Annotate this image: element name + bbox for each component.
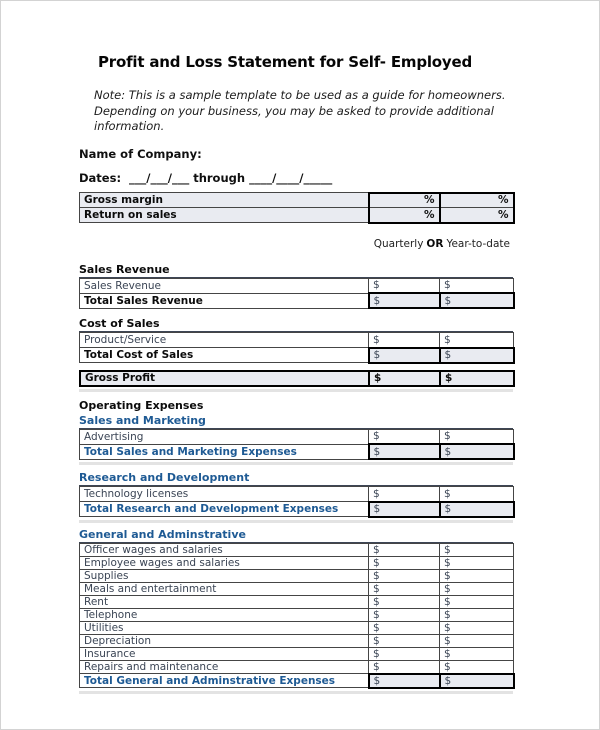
total-label: Total Sales and Marketing Expenses <box>80 444 369 459</box>
quarterly-total-cell: $ <box>369 293 440 308</box>
row-label: Officer wages and salaries <box>80 543 369 556</box>
ytd-value-cell: $ <box>440 608 514 621</box>
quarterly-value-cell: $ <box>369 634 440 647</box>
table-row <box>80 333 514 348</box>
quarterly-value-cell: $ <box>369 660 440 674</box>
row-label: Depreciation <box>80 634 369 647</box>
row-label: Return on sales <box>80 208 369 223</box>
table-row <box>80 595 514 608</box>
ytd-total-cell: $ <box>440 502 514 517</box>
quarterly-total-cell: $ <box>369 348 440 363</box>
section-header-sales-revenue: Sales Revenue <box>79 263 513 278</box>
total-row <box>80 502 514 517</box>
general-and-administrative-table <box>79 543 515 689</box>
quarterly-value-cell: $ <box>369 608 440 621</box>
company-name-label: Name of Company: <box>79 146 202 161</box>
dates-label: Dates: <box>79 170 122 185</box>
ytd-total-cell: $ <box>440 371 514 386</box>
row-label: Rent <box>80 595 369 608</box>
table-row <box>80 556 514 569</box>
row-label: Product/Service <box>80 333 369 348</box>
ratios-table <box>79 192 515 224</box>
ytd-value-cell: $ <box>440 660 514 674</box>
ytd-total-cell: $ <box>440 348 514 363</box>
ytd-total-cell: $ <box>440 293 514 308</box>
quarterly-value-cell: $ <box>369 595 440 608</box>
section-header-general-and-administrative: General and Adminstrative <box>79 528 513 543</box>
section-header-operating-expenses: Operating Expenses <box>79 398 204 412</box>
ytd-total-cell: $ <box>440 674 514 688</box>
total-row <box>80 674 514 688</box>
table-row <box>80 193 514 208</box>
quarterly-total-cell: $ <box>369 674 440 688</box>
quarterly-value-cell: $ <box>369 582 440 595</box>
total-label: Total Sales Revenue <box>80 293 369 308</box>
ytd-value-cell: $ <box>440 487 514 502</box>
period-quarterly-label: Quarterly <box>373 237 424 250</box>
table-shadow-strip <box>79 462 513 465</box>
page-title: Profit and Loss Statement for Self- Employed <box>98 53 473 71</box>
table-shadow-strip <box>79 691 513 694</box>
section-header-research-and-development: Research and Development <box>79 471 513 486</box>
table-row <box>80 487 514 502</box>
ytd-value-cell: % <box>440 208 514 223</box>
table-row <box>80 569 514 582</box>
row-label: Telephone <box>80 608 369 621</box>
quarterly-value-cell: $ <box>369 556 440 569</box>
ytd-value-cell: $ <box>440 543 514 556</box>
total-row <box>80 444 514 459</box>
total-row <box>80 371 514 386</box>
table-shadow-strip <box>79 520 513 523</box>
row-label: Gross margin <box>80 193 369 208</box>
row-label: Advertising <box>80 429 369 444</box>
gross-profit-table <box>79 370 515 387</box>
table-row <box>80 660 514 674</box>
quarterly-value-cell: $ <box>369 569 440 582</box>
table-row <box>80 582 514 595</box>
row-label: Sales Revenue <box>80 278 369 293</box>
period-header <box>79 238 513 250</box>
quarterly-value-cell: $ <box>369 278 440 293</box>
section-header-sales-and-marketing: Sales and Marketing <box>79 414 513 429</box>
table-row <box>80 543 514 556</box>
dates-through-label: through <box>193 170 246 185</box>
total-label: Total General and Adminstrative Expenses <box>80 674 369 688</box>
quarterly-value-cell: $ <box>369 621 440 634</box>
ytd-value-cell: $ <box>440 595 514 608</box>
quarterly-total-cell: $ <box>369 444 440 459</box>
ytd-value-cell: $ <box>440 634 514 647</box>
row-label: Supplies <box>80 569 369 582</box>
table-row <box>80 278 514 293</box>
note-text <box>94 88 513 135</box>
quarterly-value-cell: $ <box>369 333 440 348</box>
ytd-value-cell: $ <box>440 333 514 348</box>
ytd-value-cell: $ <box>440 278 514 293</box>
table-row <box>80 429 514 444</box>
note-line-2: Depending on your business, you may be asked to provide additional information. <box>94 103 494 133</box>
row-label: Meals and entertainment <box>80 582 369 595</box>
ytd-value-cell: $ <box>440 569 514 582</box>
research-and-development-table <box>79 486 515 518</box>
row-label: Utilities <box>80 621 369 634</box>
period-or-label: OR <box>426 237 444 250</box>
ytd-total-cell: $ <box>440 444 514 459</box>
row-label: Insurance <box>80 647 369 660</box>
quarterly-value-cell: % <box>369 208 440 223</box>
table-row <box>80 634 514 647</box>
table-row <box>80 647 514 660</box>
total-label: Total Research and Development Expenses <box>80 502 369 517</box>
row-label: Employee wages and salaries <box>80 556 369 569</box>
dates-field <box>79 171 513 185</box>
section-header-cost-of-sales: Cost of Sales <box>79 317 513 332</box>
ytd-value-cell: % <box>440 193 514 208</box>
document-content <box>79 53 513 694</box>
ytd-value-cell: $ <box>440 556 514 569</box>
quarterly-value-cell: $ <box>369 429 440 444</box>
gross-profit-label: Gross Profit <box>80 371 369 386</box>
ytd-value-cell: $ <box>440 429 514 444</box>
total-row <box>80 348 514 363</box>
quarterly-value-cell: $ <box>369 647 440 660</box>
quarterly-value-cell: $ <box>369 487 440 502</box>
quarterly-total-cell: $ <box>369 371 440 386</box>
row-label: Repairs and maintenance <box>80 660 369 674</box>
sales-revenue-table <box>79 278 515 310</box>
table-row <box>80 621 514 634</box>
date-start-blank: ___/___/___ <box>129 170 190 185</box>
company-name-field <box>79 147 513 161</box>
ytd-value-cell: $ <box>440 621 514 634</box>
quarterly-value-cell: $ <box>369 543 440 556</box>
total-label: Total Cost of Sales <box>80 348 369 363</box>
date-end-blank: ____/____/_____ <box>249 170 333 185</box>
period-ytd-label: Year-to-date <box>446 237 510 250</box>
row-label: Technology licenses <box>80 487 369 502</box>
total-row <box>80 293 514 308</box>
quarterly-total-cell: $ <box>369 502 440 517</box>
quarterly-value-cell: % <box>369 193 440 208</box>
table-shadow-strip <box>79 389 513 392</box>
table-row <box>80 608 514 621</box>
note-line-1: Note: This is a sample template to be used as a guide for homeowners. <box>94 88 506 102</box>
ytd-value-cell: $ <box>440 582 514 595</box>
table-row <box>80 208 514 223</box>
sales-and-marketing-table <box>79 429 515 461</box>
ytd-value-cell: $ <box>440 647 514 660</box>
cost-of-sales-table <box>79 332 515 364</box>
